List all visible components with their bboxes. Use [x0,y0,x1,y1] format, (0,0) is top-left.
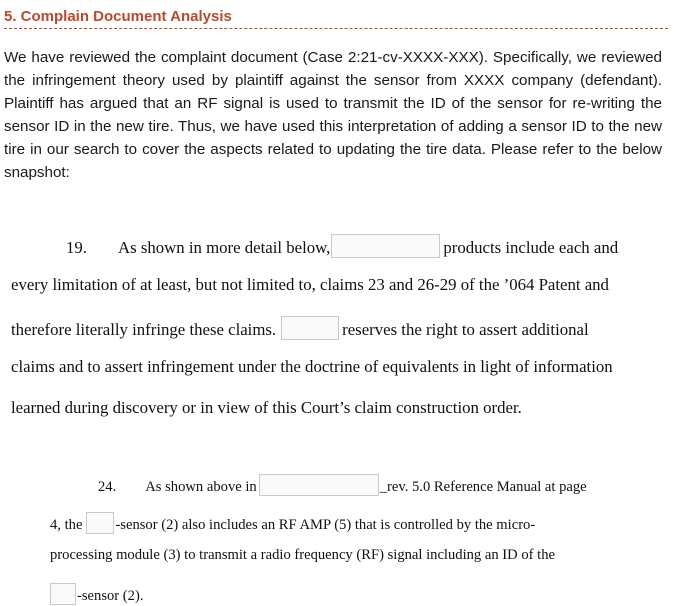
paragraph-19-line-4: claims and to assert infringement under the doctrine of equivalents in light of information [11,357,613,376]
paragraph-19-line-3: therefore literally infringe these claims. reserves the right to assert additional [11,316,589,340]
paragraph-24-line-2: 4, the -sensor (2) also includes an RF AMP (5) that is controlled by the micro- [50,512,535,534]
redacted-box [259,474,379,496]
paragraph-19-line-5: learned during discovery or in view of this Court’s claim construction order. [11,398,522,417]
paragraph-number: 19. [66,238,87,257]
paragraph-number: 24. [98,479,117,495]
redacted-box [331,234,440,258]
paragraph-24-line-4: -sensor (2). [50,583,143,605]
redacted-box [50,583,76,605]
paragraph-24-line-1: 24. As shown above in _rev. 5.0 Reference Manual at page [98,474,587,496]
paragraph-24-line-3: processing module (3) to transmit a radio frequency (RF) signal including an ID of the [50,547,555,563]
section-heading: 5. Complain Document Analysis [4,8,668,29]
redacted-box [86,512,114,534]
paragraph-19-line-2: every limitation of at least, but not limited to, claims 23 and 26-29 of the ’064 Patent and [11,275,609,294]
intro-paragraph: We have reviewed the complaint document (Case 2:21-cv-XXXX-XXX). Specifically, we reviewed the infringement theory used by plaintiff against the sensor from XXXX company (defendant). Plaintiff has argued that an RF signal is used to transmit the ID of the sensor for re-writing the sensor ID in the new tire. Thus, we have used this interpretation of adding a sensor ID to the new tire in our search to cover the aspects related to updating the tire data. Please refer to the below snapshot: [4,49,662,181]
paragraph-19-line-1: 19. As shown in more detail below, products include each and [66,234,618,258]
redacted-box [281,316,339,340]
